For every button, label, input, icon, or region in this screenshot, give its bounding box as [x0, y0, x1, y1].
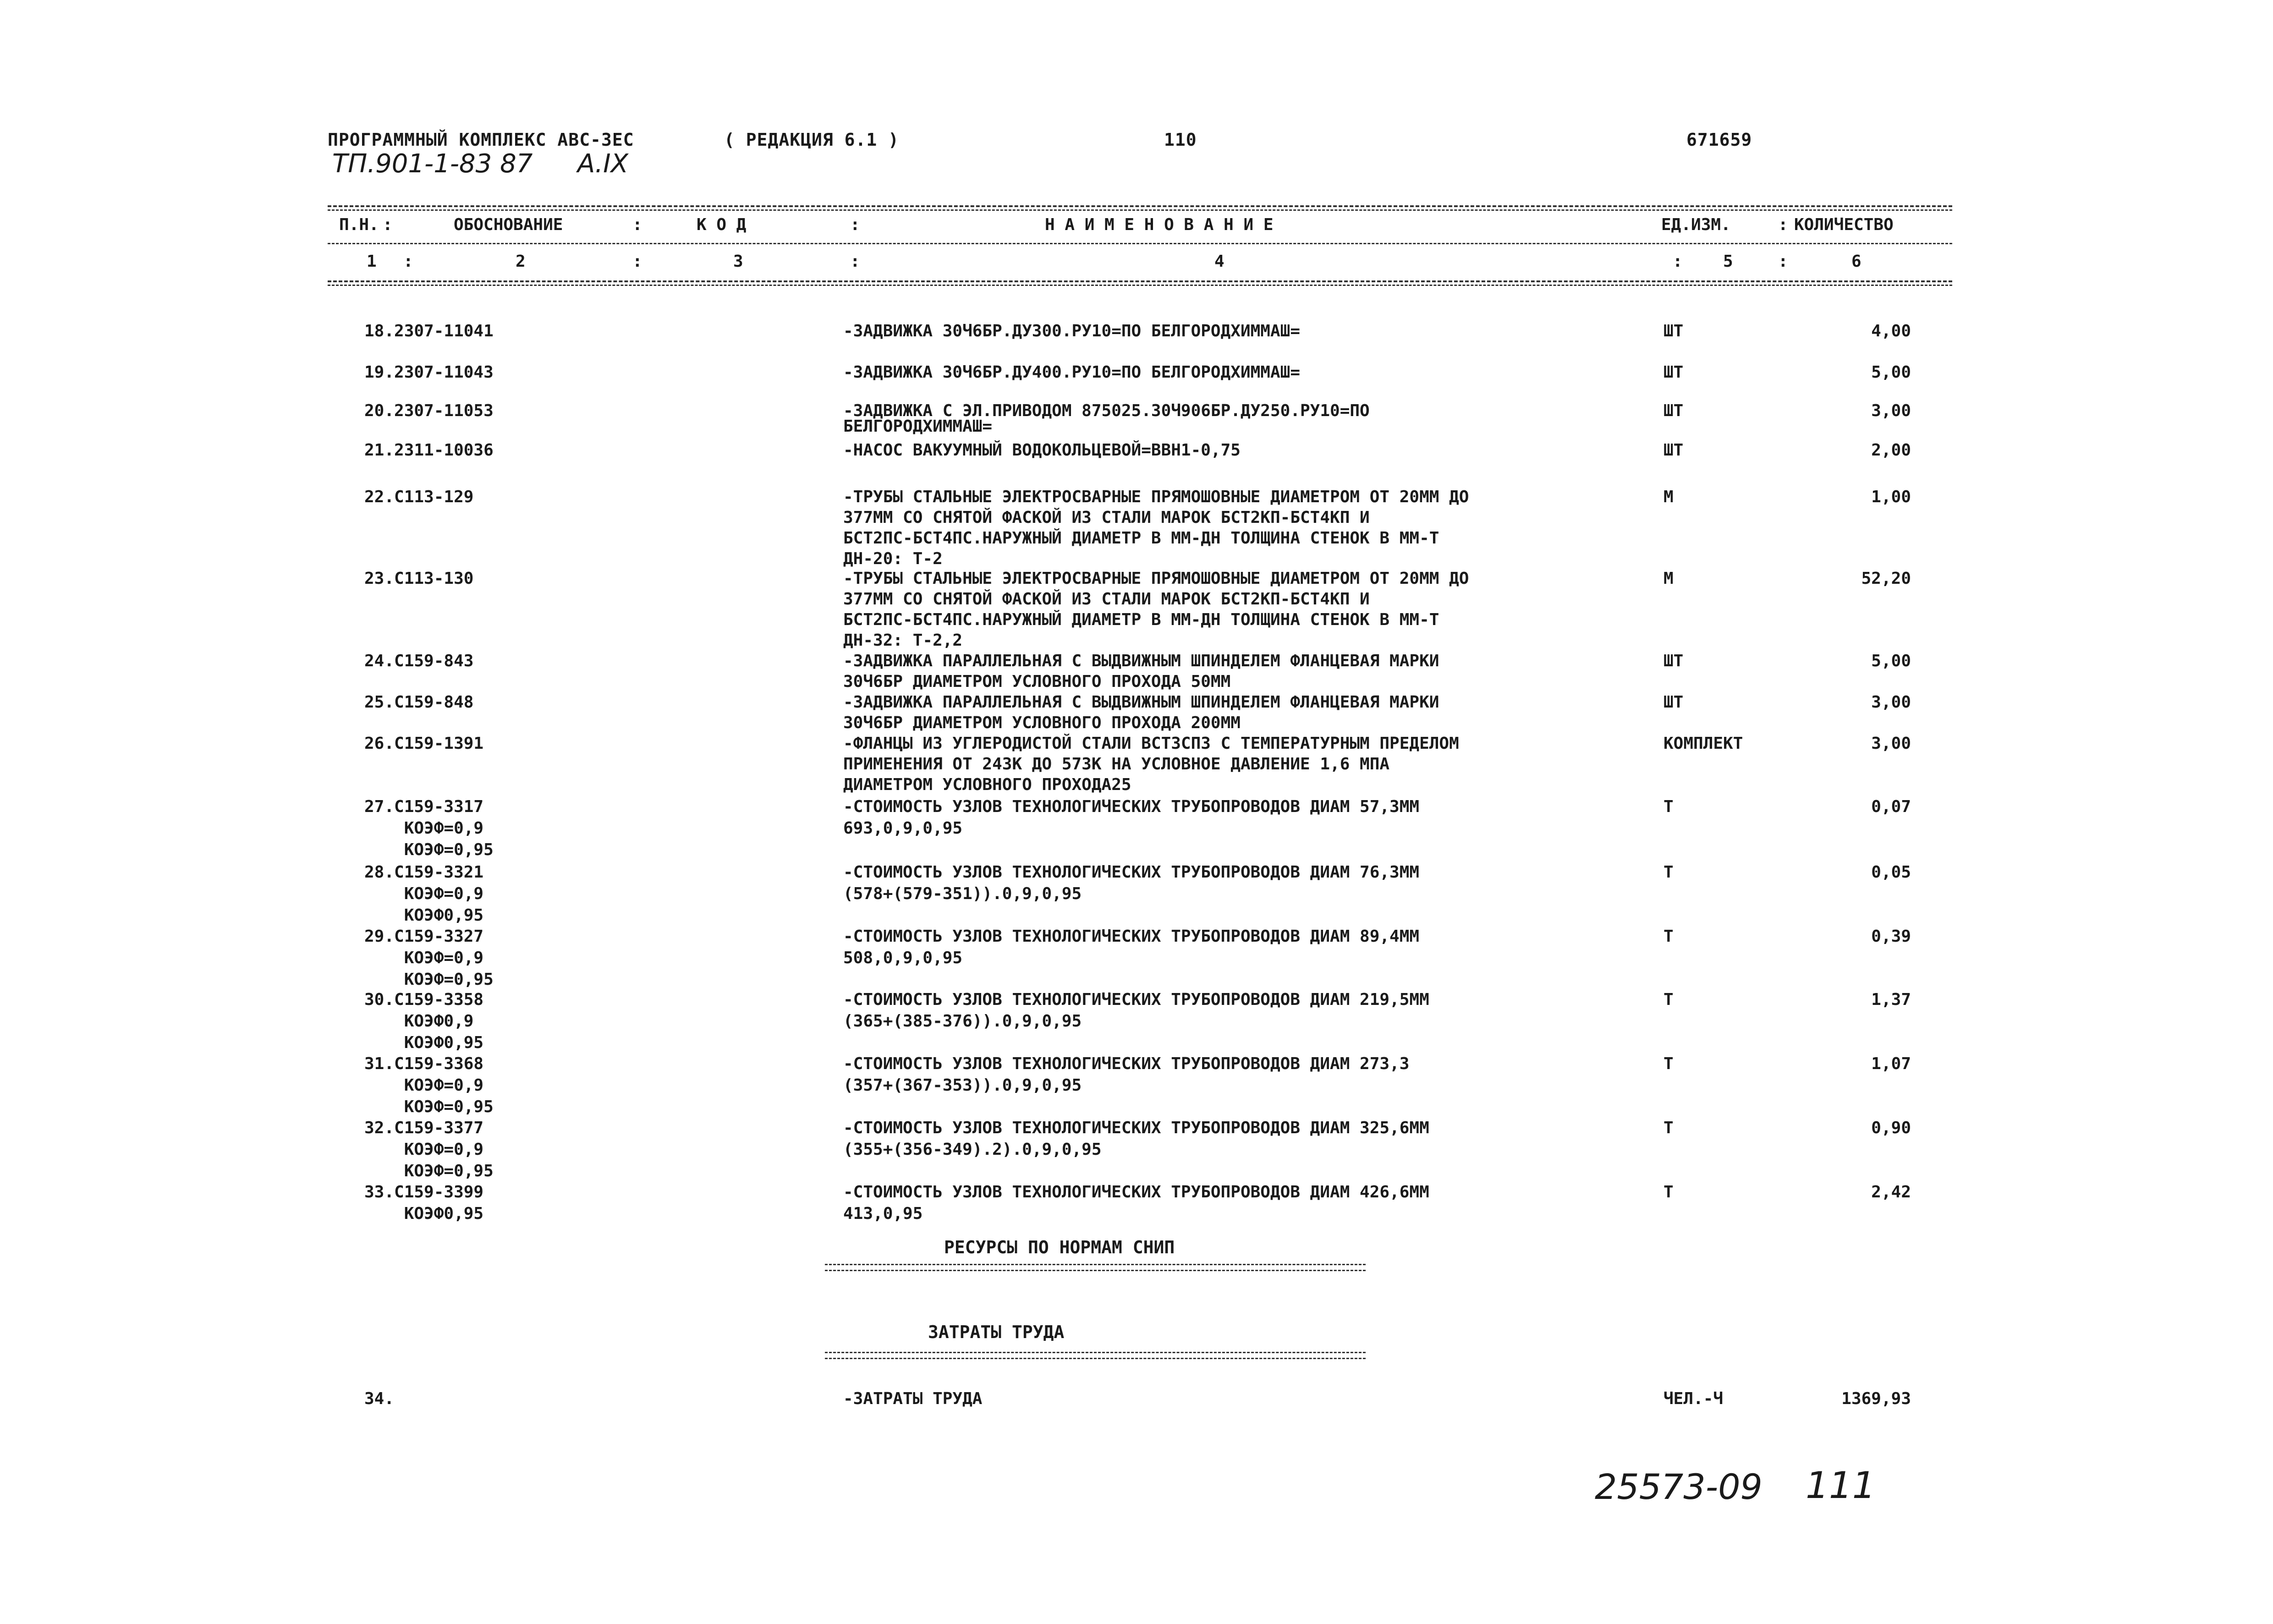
row-name: -ЗАДВИЖКА 30Ч6БР.ДУ300.РУ10=ПО БЕЛГОРОДХИММАШ= — [843, 322, 1300, 340]
row-name: -НАСОС ВАКУУМНЫЙ ВОДОКОЛЬЦЕВОЙ=ВВН1-0,75 — [843, 441, 1241, 460]
row-code: 34. — [364, 1389, 395, 1408]
row-name: -ТРУБЫ СТАЛЬНЫЕ ЭЛЕКТРОСВАРНЫЕ ПРЯМОШОВНЫЕ ДИАМЕТРОМ ОТ 20ММ ДО 377ММ СО СНЯТОЙ ФАСКОЙ ИЗ СТАЛИ МАРОК БСТ2КП-БСТ4КП И БСТ2ПС-БСТ4ПС.НАРУЖНЫЙ ДИАМЕТР В ММ-ДН ТОЛЩИНА СТЕНОК В ММ-Т ДН-32: Т-2,2 — [843, 569, 1469, 650]
section-resources-underline — [825, 1264, 1366, 1271]
row-name: -СТОИМОСТЬ УЗЛОВ ТЕХНОЛОГИЧЕСКИХ ТРУБОПРОВОДОВ ДИАМ 219,5ММ (365+(385-376)).0,9,0,95 — [843, 990, 1429, 1031]
section-resources-title: РЕСУРСЫ ПО НОРМАМ СНИП — [944, 1237, 1175, 1257]
row-unit: М — [1664, 488, 1674, 506]
row-qty: 5,00 — [1871, 652, 1911, 670]
row-unit: ШТ — [1664, 652, 1684, 670]
row-code: 18.2307-11041 — [364, 322, 494, 340]
row-name: -ТРУБЫ СТАЛЬНЫЕ ЭЛЕКТРОСВАРНЫЕ ПРЯМОШОВНЫЕ ДИАМЕТРОМ ОТ 20ММ ДО 377ММ СО СНЯТОЙ ФАСКОЙ ИЗ СТАЛИ МАРОК БСТ2КП-БСТ4КП И БСТ2ПС-БСТ4ПС.НАРУЖНЫЙ ДИАМЕТР В ММ-ДН ТОЛЩИНА СТЕНОК В ММ-Т ДН-20: Т-2 — [843, 488, 1469, 568]
row-unit: Т — [1664, 990, 1674, 1009]
col-num-2: 2 — [516, 252, 526, 271]
row-code: 29.С159-3327 КОЭФ=0,9 КОЭФ=0,95 — [364, 927, 494, 989]
header-rule-top — [328, 205, 1952, 207]
col-header-qty: КОЛИЧЕСТВО — [1794, 215, 1894, 234]
row-code: 31.С159-3368 КОЭФ=0,9 КОЭФ=0,95 — [364, 1054, 494, 1116]
row-name: -СТОИМОСТЬ УЗЛОВ ТЕХНОЛОГИЧЕСКИХ ТРУБОПРОВОДОВ ДИАМ 57,3ММ 693,0,9,0,95 — [843, 797, 1420, 838]
row-qty: 3,00 — [1871, 693, 1911, 712]
row-qty: 0,90 — [1871, 1119, 1911, 1137]
row-code: 30.С159-3358 КОЭФ0,9 КОЭФ0,95 — [364, 990, 484, 1052]
row-name: -ЗАДВИЖКА 30Ч6БР.ДУ400.РУ10=ПО БЕЛГОРОДХИММАШ= — [843, 363, 1300, 382]
row-code: 28.С159-3321 КОЭФ=0,9 КОЭФ0,95 — [364, 863, 484, 925]
row-qty: 1,07 — [1871, 1054, 1911, 1073]
row-unit: ШТ — [1664, 363, 1684, 382]
col-num-4: 4 — [1214, 252, 1224, 271]
row-unit: Т — [1664, 1054, 1674, 1073]
section-labor-title: ЗАТРАТЫ ТРУДА — [928, 1322, 1065, 1342]
row-code: 32.С159-3377 КОЭФ=0,9 КОЭФ=0,95 — [364, 1119, 494, 1180]
header-rule-top-2 — [328, 209, 1952, 211]
row-unit: М — [1664, 569, 1674, 588]
row-code: 23.С113-130 — [364, 569, 474, 588]
row-qty: 1369,93 — [1841, 1389, 1911, 1408]
row-unit: ШТ — [1664, 322, 1684, 340]
program-title: ПРОГРАММНЫЙ КОМПЛЕКС АВС-3ЕС — [328, 130, 634, 150]
row-name: -ЗАТРАТЫ ТРУДА — [843, 1389, 983, 1408]
row-unit: Т — [1664, 797, 1674, 816]
row-unit: Т — [1664, 927, 1674, 946]
row-code: 26.С159-1391 — [364, 734, 484, 753]
doc-number: 671659 — [1686, 130, 1752, 150]
col-num-5: 5 — [1723, 252, 1733, 271]
row-name: -СТОИМОСТЬ УЗЛОВ ТЕХНОЛОГИЧЕСКИХ ТРУБОПРОВОДОВ ДИАМ 76,3ММ (578+(579-351)).0,9,0,95 — [843, 863, 1420, 903]
row-qty: 1,00 — [1871, 488, 1911, 506]
row-unit: Т — [1664, 1119, 1674, 1137]
header-rule-bottom-2 — [328, 285, 1952, 286]
col-num-1: 1 — [367, 252, 377, 271]
col-num-3: 3 — [733, 252, 743, 271]
row-unit: КОМПЛЕКТ — [1664, 734, 1743, 753]
col-header-basis: ОБОСНОВАНИЕ — [454, 215, 563, 234]
row-code: 21.2311-10036 — [364, 441, 494, 460]
section-labor-underline — [825, 1352, 1366, 1359]
row-qty: 3,00 — [1871, 401, 1911, 420]
header-rule-mid — [328, 243, 1952, 244]
row-code: 19.2307-11043 — [364, 363, 494, 382]
row-qty: 0,07 — [1871, 797, 1911, 816]
row-qty: 3,00 — [1871, 734, 1911, 753]
row-name: -СТОИМОСТЬ УЗЛОВ ТЕХНОЛОГИЧЕСКИХ ТРУБОПРОВОДОВ ДИАМ 89,4ММ 508,0,9,0,95 — [843, 927, 1420, 967]
handwritten-album: А.IX — [577, 149, 628, 179]
document-page: ПРОГРАММНЫЙ КОМПЛЕКС АВС-3ЕС ( РЕДАКЦИЯ 6.1 ) 110 671659 ТП.901-1-83 87 А.IX П.Н. : ОБОСНОВАНИЕ : К О Д : Н А И М Е Н О В А Н И Е ЕД.ИЗМ. : КОЛИЧЕСТВО 1 : 2 : 3 : 4 : 5 : 6 18.2307-11041 -ЗАДВИЖКА 30Ч6БР.ДУ300.РУ10=ПО БЕЛГОРОДХИММАШ= ШТ 4,00 19.2307-11043 -ЗАДВИЖКА 30Ч6БР.ДУ400.РУ10=ПО БЕЛГОРОДХИММАШ= ШТ 5,00 20.2307-11053 -ЗАДВИЖКА С ЭЛ.ПРИВОДОМ 875025.30Ч906БР.ДУ250.РУ10=ПО БЕЛГОРОДХИММАШ= ШТ 3,00 21.2311-10036 -НАСОС ВАКУУМНЫЙ ВОДОКОЛЬЦЕВОЙ=ВВН1-0,75 ШТ 2,00 22.С113-129 -ТРУБЫ СТАЛЬНЫЕ ЭЛЕКТРОСВАРНЫЕ ПРЯМОШОВНЫЕ ДИАМЕТРОМ ОТ 20ММ ДО 377ММ СО СНЯТОЙ ФАСКОЙ ИЗ СТАЛИ МАРОК БСТ2КП-БСТ4КП И БСТ2ПС-БСТ4ПС.НАРУЖНЫЙ ДИАМЕТР В ММ-ДН ТОЛЩИНА СТЕНОК В ММ-Т ДН-20: Т-2 М 1,00 23.С113-130 -ТРУБЫ СТАЛЬНЫЕ ЭЛЕКТРОСВАРНЫЕ ПРЯМОШОВНЫЕ ДИАМЕТРОМ ОТ 20ММ ДО 377ММ СО СНЯТОЙ ФАСКОЙ ИЗ СТАЛИ МАРОК БСТ2КП-БСТ4КП И БСТ2ПС-БСТ4ПС.НАРУЖНЫЙ ДИАМЕТР В ММ-ДН ТОЛЩИНА СТЕНОК В ММ-Т ДН-32: Т-2,2 М 52,20 24.С159-843 -ЗАДВИЖКА ПАРАЛЛЕЛЬНАЯ С ВЫДВИЖНЫМ ШПИНДЕЛЕМ ФЛАНЦЕВАЯ МАРКИ 30Ч6БР ДИАМЕТРОМ УСЛОВНОГО ПРОХОДА 50ММ ШТ 5,00 25.С159-848 -ЗАДВИЖКА ПАРАЛЛЕЛЬНАЯ С ВЫДВИЖНЫМ ШПИНДЕЛЕМ ФЛАНЦЕВАЯ МАРКИ 30Ч6БР ДИАМЕТРОМ УСЛОВНОГО ПРОХОДА 200ММ ШТ 3,00 26.С159-1391 -ФЛАНЦЫ ИЗ УГЛЕРОДИСТОЙ СТАЛИ ВСТ3СП3 С ТЕМПЕРАТУРНЫМ ПРЕДЕЛОМ ПРИМЕНЕНИЯ ОТ 243К ДО 573К НА УСЛОВНОЕ ДАВЛЕНИЕ 1,6 МПА ДИАМЕТРОМ УСЛОВНОГО ПРОХОДА25 КОМПЛЕКТ 3,00 27.С159-3317 КОЭФ=0,9 КОЭФ=0,95 -СТОИМОСТЬ УЗЛОВ ТЕХНОЛОГИЧЕСКИХ ТРУБОПРОВОДОВ ДИАМ 57,3ММ 693,0,9,0,95 Т 0,07 28.С159-3321 КОЭФ=0,9 КОЭФ0,95 -СТОИМОСТЬ УЗЛОВ ТЕХНОЛОГИЧЕСКИХ ТРУБОПРОВОДОВ ДИАМ 76,3ММ (578+(579-351)).0,9,0,95 Т 0,05 29.С159-3327 КОЭФ=0,9 КОЭФ=0,95 -СТОИМОСТЬ УЗЛОВ ТЕХНОЛОГИЧЕСКИХ ТРУБОПРОВОДОВ ДИАМ 89,4ММ 508,0,9,0,95 Т 0,39 30.С159-3358 КОЭФ0,9 КОЭФ0,95 -СТОИМОСТЬ УЗЛОВ ТЕХНОЛОГИЧЕСКИХ ТРУБОПРОВОДОВ ДИАМ 219,5ММ (365+(385-376)).0,9,0,95 Т 1,37 31.С159-3368 КОЭФ=0,9 КОЭФ=0,95 -СТОИМОСТЬ УЗЛОВ ТЕХНОЛОГИЧЕСКИХ ТРУБОПРОВОДОВ ДИАМ 273,3 (357+(367-353)).0,9,0,95 Т 1,07 32.С159-3377 КОЭФ=0,9 КОЭФ=0,95 -СТОИМОСТЬ УЗЛОВ ТЕХНОЛОГИЧЕСКИХ ТРУБОПРОВОДОВ ДИАМ 325,6ММ (355+(356-349).2).0,9,0,95 Т 0,90 33.С159-3399 КОЭФ0,95 -СТОИМОСТЬ УЗЛОВ ТЕХНОЛОГИЧЕСКИХ ТРУБОПРОВОДОВ ДИАМ 426,6ММ 413,0,95 Т 2,42 РЕСУРСЫ ПО НОРМАМ СНИП ЗАТРАТЫ ТРУДА 34. -ЗАТРАТЫ ТРУДА ЧЕЛ.-Ч 1369,93 25573-09 111 — [0, 0, 2273, 1624]
page-number: 110 — [1164, 130, 1197, 150]
row-unit: Т — [1664, 1183, 1674, 1202]
row-code: 22.С113-129 — [364, 488, 474, 506]
col-num-6: 6 — [1851, 252, 1861, 271]
handwritten-doc-number: 25573-09 — [1595, 1466, 1762, 1507]
header-rule-bottom — [328, 280, 1952, 282]
row-unit: ШТ — [1664, 693, 1684, 712]
row-code: 33.С159-3399 КОЭФ0,95 — [364, 1183, 484, 1223]
row-name: -СТОИМОСТЬ УЗЛОВ ТЕХНОЛОГИЧЕСКИХ ТРУБОПРОВОДОВ ДИАМ 273,3 (357+(367-353)).0,9,0,95 — [843, 1054, 1410, 1095]
row-qty: 1,37 — [1871, 990, 1911, 1009]
row-qty: 2,00 — [1871, 441, 1911, 460]
row-qty: 0,05 — [1871, 863, 1911, 882]
row-name: -ФЛАНЦЫ ИЗ УГЛЕРОДИСТОЙ СТАЛИ ВСТ3СП3 С ТЕМПЕРАТУРНЫМ ПРЕДЕЛОМ ПРИМЕНЕНИЯ ОТ 243К ДО 573К НА УСЛОВНОЕ ДАВЛЕНИЕ 1,6 МПА ДИАМЕТРОМ УСЛОВНОГО ПРОХОДА25 — [843, 734, 1459, 794]
row-code: 25.С159-848 — [364, 693, 474, 712]
row-qty: 0,39 — [1871, 927, 1911, 946]
row-code: 24.С159-843 — [364, 652, 474, 670]
row-qty: 4,00 — [1871, 322, 1911, 340]
row-code: 27.С159-3317 КОЭФ=0,9 КОЭФ=0,95 — [364, 797, 494, 859]
col-header-name: Н А И М Е Н О В А Н И Е — [1045, 215, 1274, 234]
row-qty: 2,42 — [1871, 1183, 1911, 1202]
row-name: -СТОИМОСТЬ УЗЛОВ ТЕХНОЛОГИЧЕСКИХ ТРУБОПРОВОДОВ ДИАМ 325,6ММ (355+(356-349).2).0,9,0,95 — [843, 1119, 1429, 1159]
row-unit: Т — [1664, 863, 1674, 882]
row-unit: ШТ — [1664, 441, 1684, 460]
row-qty: 52,20 — [1861, 569, 1911, 588]
col-header-unit: ЕД.ИЗМ. — [1661, 215, 1731, 234]
row-unit: ШТ — [1664, 401, 1684, 420]
edition-label: ( РЕДАКЦИЯ 6.1 ) — [724, 130, 900, 150]
row-name: -ЗАДВИЖКА ПАРАЛЛЕЛЬНАЯ С ВЫДВИЖНЫМ ШПИНДЕЛЕМ ФЛАНЦЕВАЯ МАРКИ 30Ч6БР ДИАМЕТРОМ УСЛОВНОГО ПРОХОДА 50ММ — [843, 652, 1439, 691]
row-name: -СТОИМОСТЬ УЗЛОВ ТЕХНОЛОГИЧЕСКИХ ТРУБОПРОВОДОВ ДИАМ 426,6ММ 413,0,95 — [843, 1183, 1429, 1223]
col-header-code: К О Д — [697, 215, 747, 234]
row-code: 20.2307-11053 — [364, 401, 494, 420]
row-name: -ЗАДВИЖКА ПАРАЛЛЕЛЬНАЯ С ВЫДВИЖНЫМ ШПИНДЕЛЕМ ФЛАНЦЕВАЯ МАРКИ 30Ч6БР ДИАМЕТРОМ УСЛОВНОГО ПРОХОДА 200ММ — [843, 693, 1439, 732]
handwritten-project-ref: ТП.901-1-83 87 — [332, 149, 533, 179]
handwritten-page-number: 111 — [1806, 1464, 1876, 1507]
row-name: -ЗАДВИЖКА С ЭЛ.ПРИВОДОМ 875025.30Ч906БР.ДУ250.РУ10=ПО БЕЛГОРОДХИММАШ= — [843, 401, 1370, 436]
row-qty: 5,00 — [1871, 363, 1911, 382]
row-unit: ЧЕЛ.-Ч — [1664, 1389, 1724, 1408]
col-header-item: П.Н. — [339, 215, 379, 234]
